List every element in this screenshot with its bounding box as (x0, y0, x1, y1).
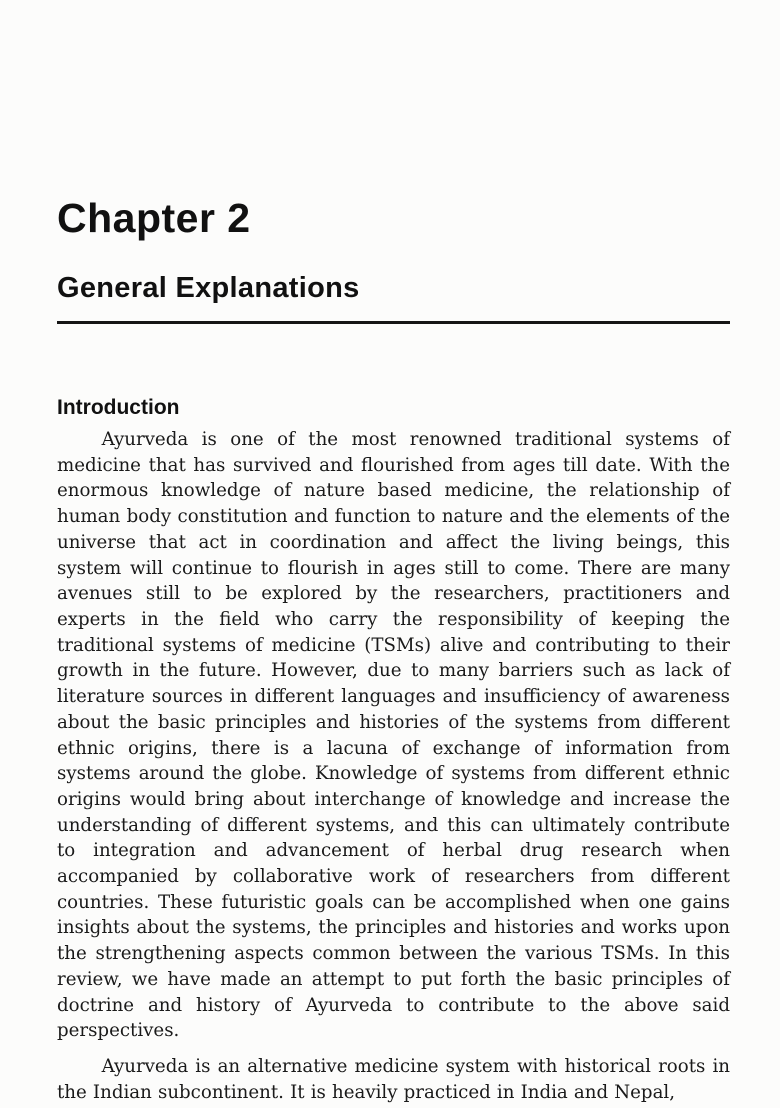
section-heading-introduction: Introduction (57, 395, 180, 419)
paragraph-introduction-1: Ayurveda is one of the most renowned traditional systems of medicine that has survived and flourished from ages till date. With the enormous knowledge of nature based medicine, the relationship of human body constitution and function to nature and the elements of the universe that act in coordination and affect the living beings, this system will continue to flourish in ages still to come. There are many avenues still to be explored by the researchers, practitioners and experts in the field who carry the responsibility of keeping the traditional systems of medicine (TSMs) alive and contributing to their growth in the future. However, due to many barriers such as lack of literature sources in different languages and insufficiency of awareness about the basic principles and histories of the systems from different ethnic origins, there is a lacuna of exchange of information from systems around the globe. Knowledge of systems from different ethnic origins would bring about interchange of knowledge and increase the understanding of different systems, and this can ultimately contribute to integration and advancement of herbal drug research when accompanied by collaborative work of researchers from different countries. These futuristic goals can be accomplished when one gains insights about the systems, the principles and histories and works upon the strengthening aspects common between the various TSMs. In this review, we have made an attempt to put forth the basic principles of doctrine and history of Ayurveda to contribute to the above said perspectives. (57, 429, 730, 1042)
title-rule (57, 321, 730, 324)
paragraph-introduction-2: Ayurveda is an alternative medicine system with historical roots in the Indian subcontinent. It is heavily practiced in India and Nepal, (57, 1055, 730, 1103)
chapter-title: Chapter 2 (57, 195, 251, 241)
chapter-subtitle: General Explanations (57, 272, 360, 305)
